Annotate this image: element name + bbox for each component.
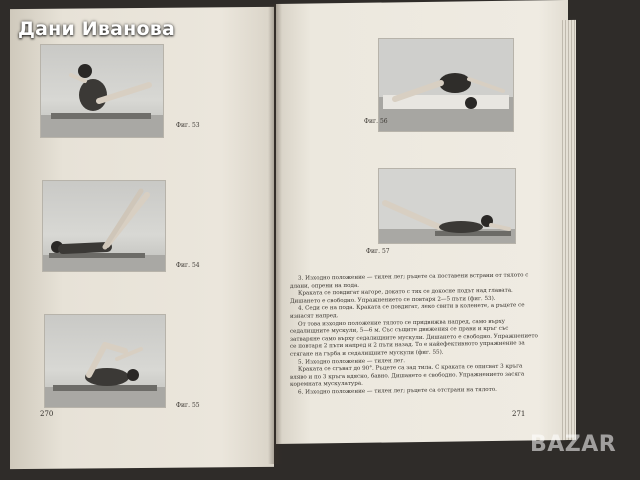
exercise-photo-56: [378, 38, 514, 132]
figure-54-caption: Фиг. 54: [176, 262, 200, 269]
figure-57-illustration: [379, 169, 515, 243]
exercise-photo-54: [42, 180, 166, 272]
exercise-instructions-text: [290, 272, 540, 397]
paragraph: Краката се сгъват до 90°. Ръцете са зад тила. С краката се описват 3 кръга вляво и по 3 кръга вдясно, бавно. Дишането е свободно. Упражнението засяга коремната мускулатура.: [290, 363, 525, 389]
figure-57-caption: Фиг. 57: [366, 248, 390, 255]
book-spine: [268, 4, 282, 464]
paragraph: 4. Седи се на пода. Краката се повдигат, леко свити в коленете, а ръцете се изнасят напред.: [290, 302, 525, 320]
exercise-photo-53: [40, 44, 164, 138]
paragraph: 3. Изходно положение — тилен лег; ръцете са поставени встрани от тялото с длани, опрени на пода.: [290, 272, 529, 290]
paragraph: Краката се повдигат нагоре, докато с тях се докосне подът над главата. Дишането е свободно. Упражнението се повтаря 2—5 пъти (фиг. 53).: [290, 287, 513, 305]
paragraph: От това изходно положение тялото се придвижва напред, само върху седалищните мускули, 5—6 м. Със същите движения се прави и кръг със затваряне само върху седалищните мускули. Дишането е свободно. Упражнението се повтаря 2 пъти напред и 2 пъти назад. То е найефективното упражнение за стягане на гърба и седалищните мускули (фиг. 55).: [290, 318, 538, 358]
left-page-number: 270: [40, 410, 54, 418]
figure-56-caption: Фиг. 56: [364, 118, 388, 125]
figure-53-illustration: [41, 45, 163, 137]
figure-56-illustration: [379, 39, 513, 131]
figure-55-illustration: [45, 315, 165, 407]
page-edges: [560, 20, 576, 440]
paragraph: 5. Изходно положение — тилен лег.: [298, 357, 406, 366]
figure-53-caption: Фиг. 53: [176, 122, 200, 129]
right-page-number: 271: [512, 410, 526, 418]
figure-55-caption: Фиг. 55: [176, 402, 200, 409]
seller-name-overlay: Дани Иванова: [18, 18, 175, 40]
exercise-photo-57: [378, 168, 516, 244]
bazar-watermark: BAZAR: [530, 432, 617, 457]
figure-54-illustration: [43, 181, 165, 271]
exercise-photo-55: [44, 314, 166, 408]
paragraph: 6. Изходно положение — тилен лег; ръцете са отстрани на тялото.: [298, 386, 497, 396]
